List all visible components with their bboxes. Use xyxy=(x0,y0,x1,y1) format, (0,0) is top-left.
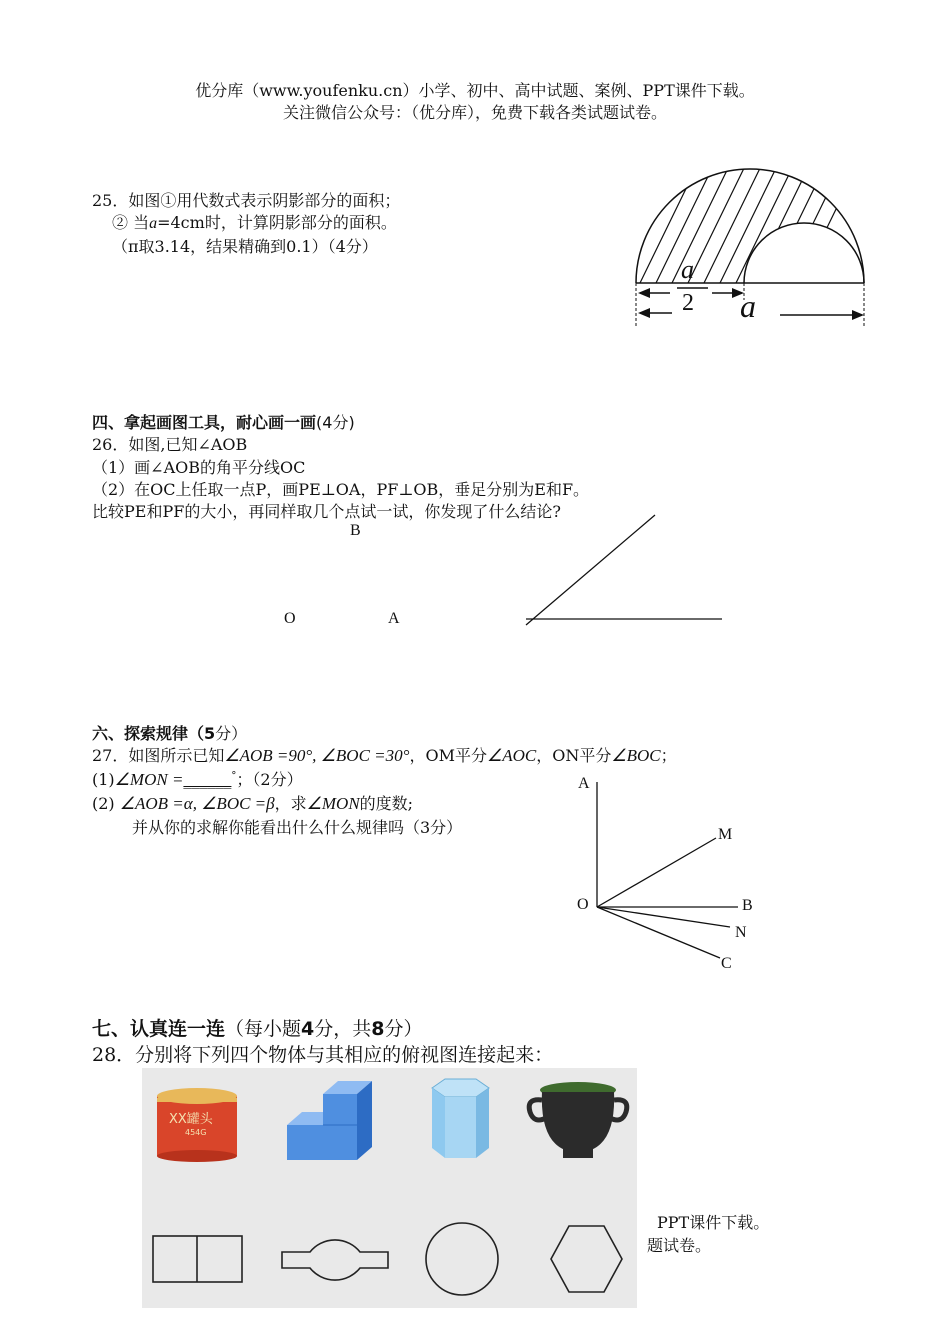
q27-line1-mid2: ，ON平分 xyxy=(536,746,612,765)
q26-line-1: 26．如图,已知∠AOB xyxy=(92,435,248,454)
q26-line-3: （2）在OC上任取一点P，画PE⊥OA，PF⊥OB，垂足分别为E和F。 xyxy=(92,480,590,499)
q25-line2-pre: ② 当 xyxy=(112,213,150,232)
hex-prism-object xyxy=(432,1079,489,1158)
q27-line3-math: ∠AOB =α, ∠BOC =β xyxy=(119,794,275,813)
q25-var-a: a xyxy=(149,215,158,232)
q27-label-O: O xyxy=(577,896,589,913)
q27-line3-end: 的度数; xyxy=(359,794,414,813)
section-7-each-points: 4 xyxy=(301,1018,315,1040)
q27-line-4: 并从你的求解你能看出什么什么规律吗（3分） xyxy=(132,818,463,837)
section-6-points: 5 xyxy=(204,724,216,743)
section-6-points-suffix: 分） xyxy=(215,724,248,743)
q26-line-2: （1）画∠AOB的角平分线OC xyxy=(92,458,306,477)
q27-line1-boc: ∠BOC xyxy=(611,746,661,765)
q27-line1-end: ； xyxy=(660,746,677,765)
q26-line-4: 比较PE和PF的大小，再同样取几个点试一试，你发现了什么结论? xyxy=(92,502,561,521)
q27-line3-pre: (2) xyxy=(92,794,115,813)
q27-label-A: A xyxy=(578,775,590,792)
top-view-circle xyxy=(426,1223,498,1295)
q27-label-B: B xyxy=(742,897,753,914)
q27-line1-aoc: ∠AOC xyxy=(486,746,537,765)
can-weight: 454G xyxy=(185,1128,207,1137)
q26-label-A: A xyxy=(388,610,400,627)
q27-line3-mon: ∠MON xyxy=(306,794,360,813)
fig-a-label: a xyxy=(740,288,756,324)
section-4-title-text: 四、拿起画图工具，耐心画一画 xyxy=(92,413,317,432)
q25-line2-post: =4cm时，计算阴影部分的面积。 xyxy=(157,213,397,232)
pot-object xyxy=(529,1082,627,1158)
q27-line1-pre: 27．如图所示已知 xyxy=(92,746,225,765)
q27-line2-deg: ° xyxy=(231,770,237,782)
section-7-total-points: 8 xyxy=(371,1018,385,1040)
section-7-paren-open: （每小题 xyxy=(225,1018,302,1040)
q27-label-C: C xyxy=(721,955,732,972)
q25-line-1: 25．如图①用代数式表示阴影部分的面积； xyxy=(92,191,401,210)
q27-label-N: N xyxy=(735,924,747,941)
section-7-mid: 分，共 xyxy=(314,1018,372,1040)
q27-line2-end: ；（2分） xyxy=(236,770,303,789)
header-line-2: 关注微信公众号：（优分库），免费下载各类试题试卷。 xyxy=(282,103,667,122)
q26-label-O: O xyxy=(284,610,296,627)
top-views xyxy=(153,1223,622,1295)
q28-line: 28．分别将下列四个物体与其相应的俯视图连接起来： xyxy=(92,1044,554,1066)
q27-label-M: M xyxy=(718,826,733,843)
section-4-points: (4分) xyxy=(316,413,355,432)
q27-line1-mid: ，OM平分 xyxy=(409,746,487,765)
fig-frac-num: a xyxy=(681,255,694,284)
section-7-title-text: 七、认真连一连 xyxy=(92,1018,226,1040)
can-label: XX罐头 xyxy=(169,1112,213,1127)
footer-overlap-line-1: PPT课件下载。 xyxy=(657,1213,770,1232)
top-view-pot xyxy=(282,1240,388,1280)
q26-label-B: B xyxy=(350,522,361,539)
q27-line2-blank: ______ xyxy=(183,770,232,789)
top-view-hexagon xyxy=(551,1226,622,1292)
stacked-cubes-object xyxy=(287,1081,372,1160)
footer-overlap-line-2: 题试卷。 xyxy=(647,1236,712,1255)
q27-line2-pre: (1) xyxy=(92,770,115,789)
section-7-paren-close: 分） xyxy=(384,1018,423,1040)
q27-line1-math: ∠AOB =90°, ∠BOC =30° xyxy=(224,746,410,765)
fig-frac-den: 2 xyxy=(682,290,694,316)
q25-line-3: （π取3.14，结果精确到0.1）（4分） xyxy=(112,237,378,256)
header-line-1: 优分库（www.youfenku.cn）小学、初中、高中试题、案例、PPT课件下载。 xyxy=(195,81,755,100)
q27-line2-math: ∠MON = xyxy=(114,770,184,789)
q27-line3-mid: ，求 xyxy=(274,794,307,813)
section-6-title-text: 六、探索规律（ xyxy=(92,724,205,743)
